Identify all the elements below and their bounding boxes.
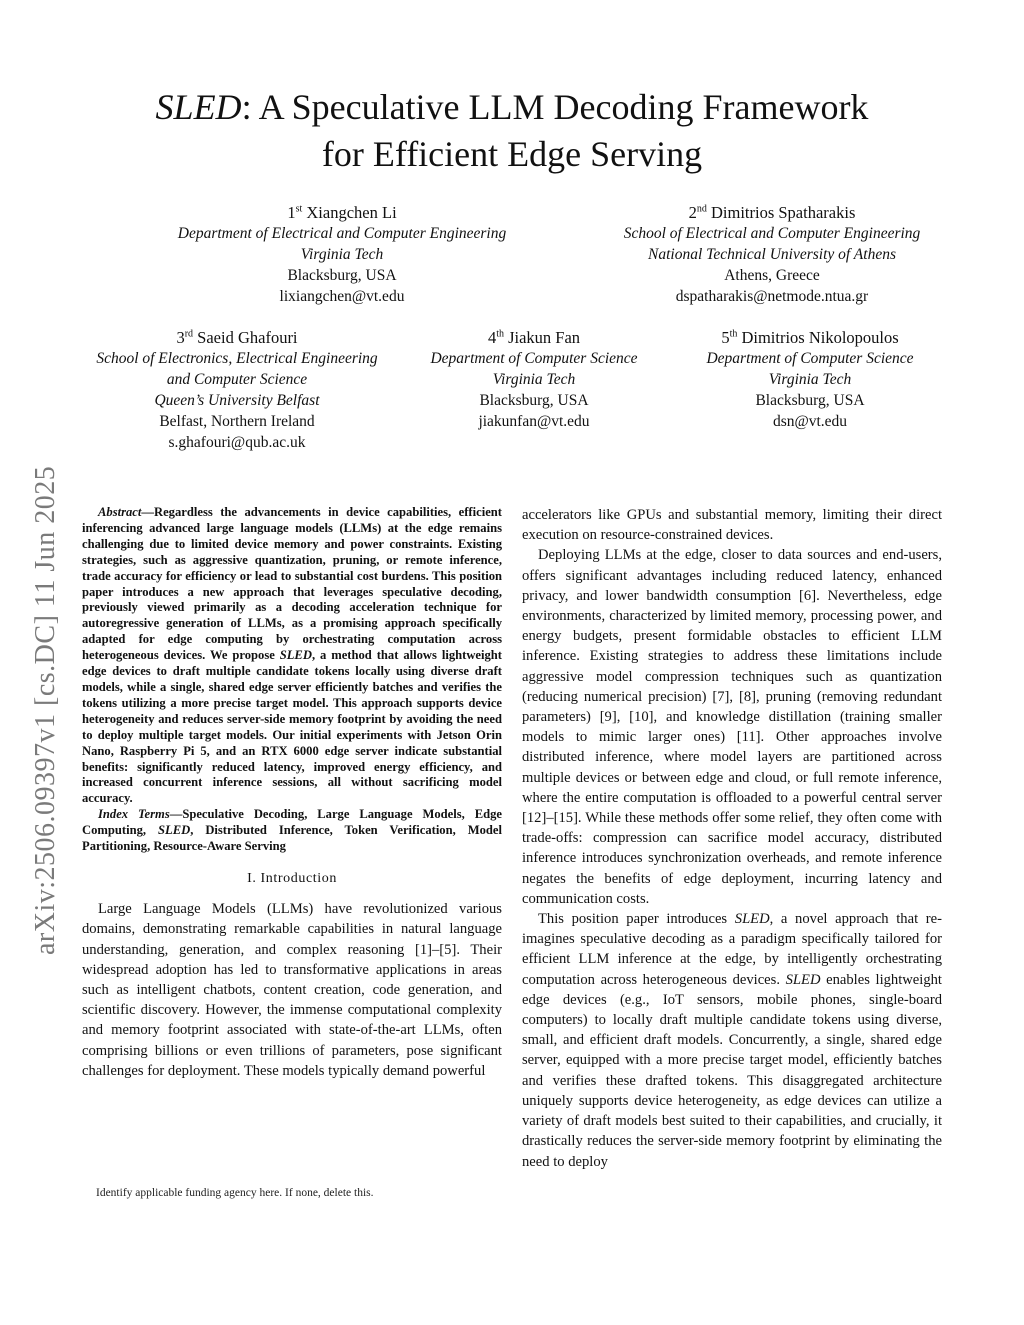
author-name: 5th Dimitrios Nikolopoulos [721, 328, 899, 347]
abstract-paragraph: Abstract—Regardless the advancements in device capabilities, efficient inferencing advanced large language models (LLMs) at the edge remains challenging due to limited device memory and power constraints. Existing strategies, such as aggressive quantization, pruning, or remote inference, trade accuracy for efficiency or lead to substantial cost burdens. This position paper introduces a new approach that leverages speculative decoding, previously viewed primarily as a decoding acceleration technique for autoregressive generation of LLMs, as a promising approach specifically adapted for edge computing by orchestrating computation across heterogeneous devices. We propose SLED, a method that allows lightweight edge devices to draft multiple candidate tokens locally using diverse draft models, while a single, shared edge server efficiently batches and verifies the tokens utilizing a more precise target model. This approach supports device heterogeneity and reduces server-side memory footprint by avoiding the need to deploy multiple target models. Our initial experiments with Jetson Orin Nano, Raspberry Pi 5, and an RTX 6000 edge server indicate substantial benefits: significantly reduced latency, improved energy efficiency, and increased concurrent inference sessions, all without sacrificing model accuracy. [82, 505, 502, 806]
author-name: 3rd Saeid Ghafouri [176, 328, 298, 347]
author-location: Blacksburg, USA [287, 267, 397, 284]
author-affiliation: Department of Computer Science [706, 350, 914, 367]
intro-paragraph-left: Large Language Models (LLMs) have revolutionized various domains, demonstrating remarkable capabilities in natural language understanding, generation, and complex reasoning [1]–[5]. Their widespread adoption has led to transformative applications in areas such as intelligent chatbots, content creation, code generation, and scientific discovery. However, the immense computational complexity and memory footprint associated with state-of-the-art LLMs, often comprising billions or even trillions of parameters, pose significant challenges for deployment. These models typically demand powerful [82, 901, 502, 1079]
author-email: dsn@vt.edu [772, 413, 848, 430]
left-column [82, 505, 502, 1081]
author-location: Blacksburg, USA [755, 392, 865, 409]
funding-footnote: Identify applicable funding agency here. If none, delete this. [96, 1187, 374, 1199]
intro-paragraph-sled: This position paper introduces SLED, a novel approach that re-imagines speculative decoding as a paradigm specifically tailored for efficient LLM inference at the edge, by intelligently orchestrating computation across heterogeneous devices. SLED enables lightweight edge devices (e.g., IoT sensors, mobile phones, single-board computers) to locally draft multiple candidate tokens using diverse, small, and efficient draft models. Concurrently, a single, shared edge server, equipped with a more precise target model, efficiently batches and verifies these drafted tokens. This disaggregated architecture uniquely supports device heterogeneity, as edge devices can utilize a variety of draft models best suited to their capabilities, and crucially, it drastically reduces the server-side memory footprint by eliminating the need to deploy [522, 911, 942, 1170]
title-sled: SLED [155, 87, 242, 127]
author-block-5 [672, 327, 948, 432]
index-terms: Index Terms—Speculative Decoding, Large Language Models, Edge Computing, SLED, Distributed Inference, Token Verification, Model Partitioning, Resource-Aware Serving [82, 807, 502, 854]
author-email: dspatharakis@netmode.ntua.gr [675, 288, 869, 305]
author-name: 4th Jiakun Fan [487, 328, 581, 347]
author-location: Belfast, Northern Ireland [159, 413, 315, 430]
author-affiliation: Department of Computer Science [430, 350, 638, 367]
title-line-2: for Efficient Edge Serving [321, 134, 703, 174]
author-affiliation: School of Electronics, Electrical Engineering [96, 350, 378, 367]
index-terms-label: Index Terms [98, 807, 170, 822]
author-email: s.ghafouri@qub.ac.uk [168, 434, 306, 451]
author-affiliation: Queen’s University Belfast [154, 392, 320, 409]
author-block-4 [412, 327, 656, 432]
title-line-1-rest: : A Speculative LLM Decoding Framework [241, 87, 869, 127]
author-email: lixiangchen@vt.edu [279, 288, 405, 305]
author-block-1 [162, 202, 522, 307]
author-name: 1st Xiangchen Li [287, 203, 397, 222]
author-email: jiakunfan@vt.edu [478, 413, 590, 430]
intro-paragraph-continued: accelerators like GPUs and substantial memory, limiting their direct execution on resource-constrained devices. [522, 507, 942, 544]
right-column [522, 505, 942, 1172]
title-line-1 [60, 84, 964, 131]
author-affiliation: School of Electrical and Computer Engineering [623, 225, 921, 242]
author-affiliation: and Computer Science [166, 371, 308, 388]
abstract [82, 505, 502, 855]
author-location: Blacksburg, USA [479, 392, 589, 409]
intro-paragraph-edge: Deploying LLMs at the edge, closer to data sources and end-users, offers significant advantages including reduced latency, enhanced privacy, and lower bandwidth consumption [6]. Nevertheless, edge environments, characterized by limited memory, processing power, and energy budgets, present formidable obstacles to efficient LLM inference. Existing strategies to address these limitations include aggressive model compression techniques such as quantization (reducing numerical precision) [7], [8], pruning (removing redundant parameters) [9], [10], and knowledge distillation (training smaller models to mimic larger ones) [11]. Other approaches involve distributed inference, where model layers are partitioned across multiple devices or between edge and cloud, or full remote inference, where the entire computation is offloaded to a powerful central server [12]–[15]. While these methods offer some relief, they often come with trade-offs: compression can sacrifice model accuracy, distributed inference introduces synchronization overheads, and remote inference negates the benefits of edge deployment, incurring latency and communication costs. [522, 547, 942, 907]
author-affiliation: Virginia Tech [300, 246, 384, 263]
author-location: Athens, Greece [724, 267, 820, 284]
arxiv-identifier-stamp: arXiv:2506.09397v1 [cs.DC] 11 Jun 2025 [30, 465, 61, 955]
author-affiliation: Virginia Tech [768, 371, 852, 388]
author-affiliation: Department of Electrical and Computer Engineering [177, 225, 507, 242]
author-name: 2nd Dimitrios Spatharakis [688, 203, 856, 222]
author-affiliation: National Technical University of Athens [648, 246, 896, 263]
section-heading-introduction: I. Introduction [247, 870, 337, 886]
author-affiliation: Virginia Tech [492, 371, 576, 388]
paper-title [60, 84, 964, 178]
author-block-2 [602, 202, 942, 307]
abstract-label: Abstract [98, 505, 142, 519]
author-block-3 [76, 327, 398, 453]
